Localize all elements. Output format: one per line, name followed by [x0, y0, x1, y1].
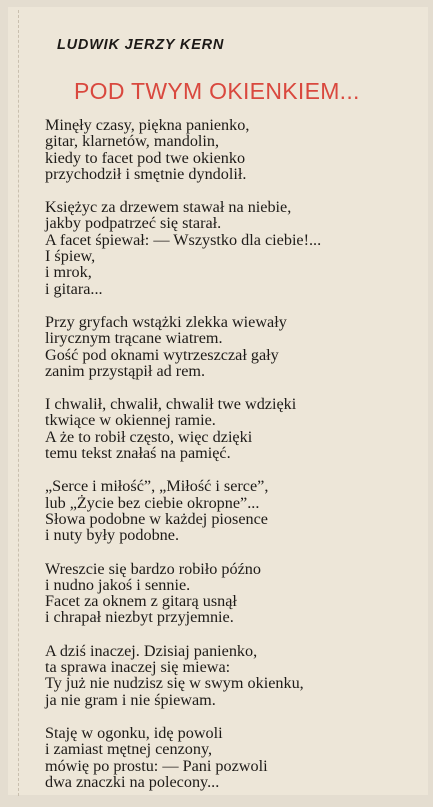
poem-line: zanim przystąpił ad rem.	[45, 361, 206, 380]
stanza	[45, 199, 420, 297]
author-name: LUDWIK JERZY KERN	[57, 37, 225, 53]
poem-line: Wreszcie się bardzo robiło późno	[45, 559, 261, 578]
poem-line: A że to robił często, więc dzięki	[45, 427, 253, 446]
stanza	[45, 643, 420, 708]
poem-line: Gość pod oknami wytrzeszczał gały	[45, 345, 279, 364]
poem-line: tkwiące w okiennej ramie.	[45, 411, 216, 430]
poem-line: jakby podpatrzeć się starał.	[45, 214, 222, 233]
poem-line: i nuty były podobne.	[45, 526, 179, 545]
stanza	[45, 314, 420, 379]
poem-line: Ty już nie nudzisz się w swym okienku,	[45, 674, 304, 693]
stanza	[45, 725, 420, 790]
clipping-edge-line	[18, 10, 19, 796]
poem-line: kiedy to facet pod twe okienko	[45, 148, 246, 167]
poem-line: Słowa podobne w każdej piosence	[45, 509, 268, 528]
poem-line: gitar, klarnetów, mandolin,	[45, 132, 220, 151]
poem-line: lirycznym trącane wiatrem.	[45, 329, 223, 348]
poem-line: i nudno jakoś i sennie.	[45, 575, 191, 594]
poem-line: mówię po prostu: — Pani pozwoli	[45, 756, 268, 775]
stanza	[45, 396, 420, 461]
poem-line: Księżyc za drzewem stawał na niebie,	[45, 198, 292, 217]
poem-line: Minęły czasy, piękna panienko,	[45, 116, 250, 134]
stanza	[45, 561, 420, 626]
poem-line: I śpiew,	[45, 247, 96, 266]
poem-line: i chrapał niezbyt przyjemnie.	[45, 608, 234, 627]
poem-line: przychodził i smętnie dyndolił.	[45, 164, 247, 183]
poem-line: ja nie gram i nie śpiewam.	[45, 690, 216, 709]
poem-line: temu tekst znałaś na pamięć.	[45, 444, 231, 463]
poem-line: Przy gryfach wstążki zlekka wiewały	[45, 312, 287, 331]
stanza	[45, 478, 420, 543]
poem-line: i zamiast mętnej cenzony,	[45, 740, 213, 759]
poem-line: dwa znaczki na polecony...	[45, 772, 220, 791]
poem-line: A dziś inaczej. Dzisiaj panienko,	[45, 641, 258, 660]
poem-line: Staję w ogonku, idę powoli	[45, 723, 223, 742]
poem-line: ta sprawa inaczej się miewa:	[45, 658, 231, 677]
poem-line: „Serce i miłość”, „Miłość i serce”,	[45, 477, 269, 496]
poem-line: i mrok,	[45, 263, 92, 282]
poem-title: POD TWYM OKIENKIEM...	[74, 78, 360, 104]
poem-line: i gitara...	[45, 279, 103, 298]
poem-line: lub „Życie bez ciebie okropne”...	[45, 493, 260, 512]
poem-line: A facet śpiewał: — Wszystko dla ciebie!...	[45, 230, 322, 249]
poem-line: Facet za oknem z gitarą usnął	[45, 592, 237, 611]
poem-line: I chwalił, chwalił, chwalił twe wdzięki	[45, 395, 297, 414]
stanza	[45, 117, 420, 182]
poem-body	[45, 117, 420, 807]
